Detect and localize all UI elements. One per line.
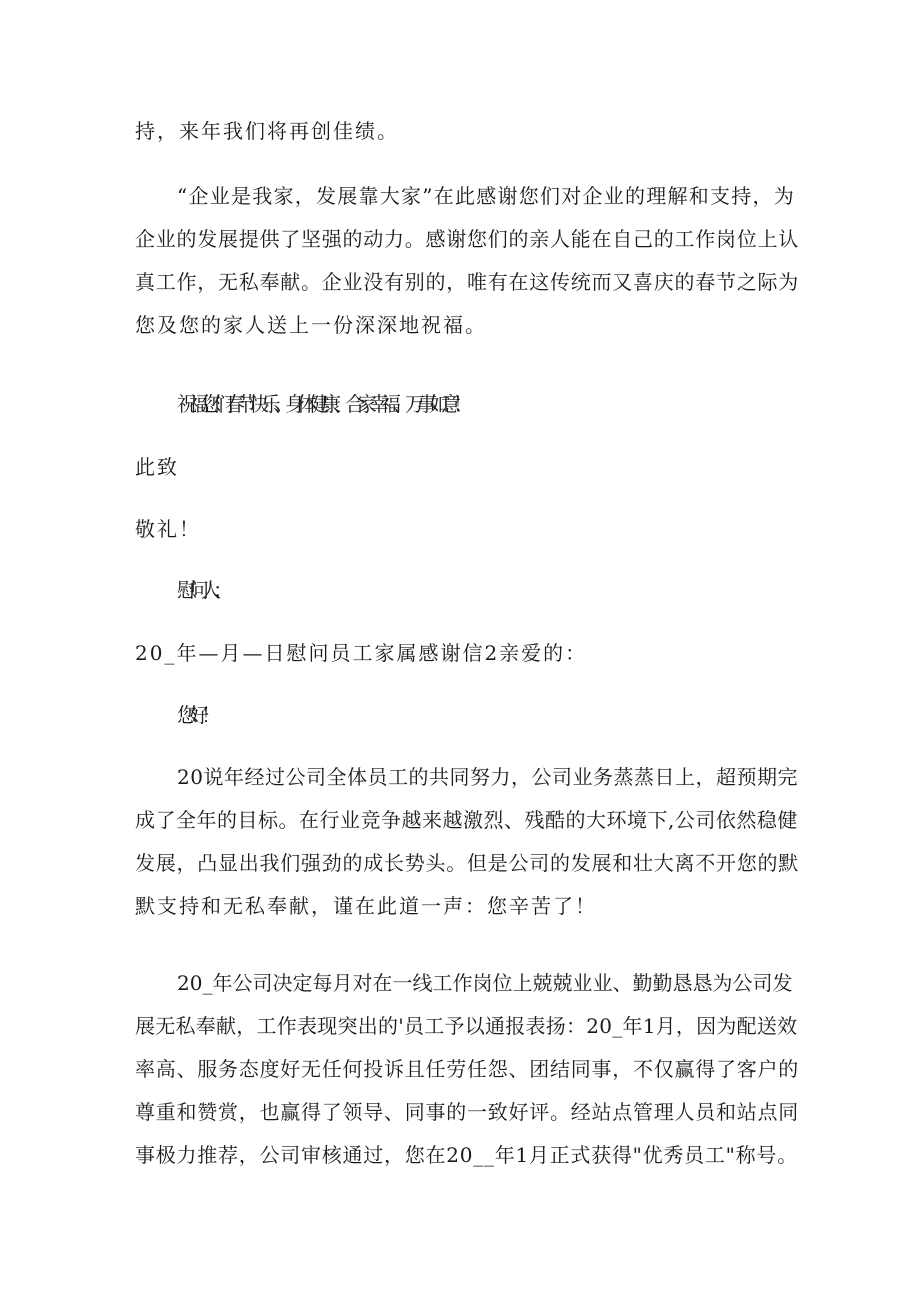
paragraph-line: 20说年经过公司全体员工的共同努力，公司业务蒸蒸日上，超预期完 — [177, 765, 798, 789]
paragraph-line: 成了全年的目标。在行业竞争越来越激烈、残酷的大环境下,公司依然稳健 — [135, 808, 798, 832]
paragraph-line: 发展，凸显出我们强劲的成长势头。但是公司的发展和壮大离不开您的默 — [135, 851, 799, 875]
paragraph-line: 您及您的家人送上一份深深地祝福。 — [135, 313, 487, 337]
paragraph-line: 真工作，无私奉献。企业没有别的，唯有在这传统而又喜庆的春节之际为 — [135, 270, 799, 294]
paragraph-line: 事极力推荐，公司审核通过，您在20__年1月正式获得"优秀员工"称号。 — [135, 1143, 798, 1167]
paragraph-line: 默支持和无私奉献，谨在此道一声：您辛苦了！ — [135, 894, 597, 918]
closing-jingli: 敬礼！ — [135, 517, 201, 541]
paragraph-line: 率高、服务态度好无任何投诉且任劳任怨、团结同事，不仅赢得了客户的 — [135, 1057, 799, 1081]
paragraph-line: 20_年公司决定每月对在一线工作岗位上兢兢业业、勤勤恳恳为公司发 — [177, 971, 793, 995]
paragraph-line: 展无私奉献，工作表现突出的'员工予以通报表扬：20_年1月，因为配送效 — [135, 1014, 798, 1038]
date-and-salutation: 20_年—月—日慰问员工家属感谢信2亲爱的： — [135, 641, 588, 665]
closing-cizhi: 此致 — [135, 455, 179, 479]
paragraph-line: “企业是我家，发展靠大家”在此感谢您们对企业的理解和支持，为 — [177, 184, 795, 208]
signature-label: 慰问人： — [177, 578, 225, 602]
paragraph-line: 尊重和赞赏，也赢得了领导、同事的一致好评。经站点管理人员和站点同 — [135, 1100, 799, 1124]
greeting-line: 您好！ — [177, 703, 213, 727]
wishes-line: 祝福您们春节快乐、身体健康、合家幸福、万事如意！ — [177, 392, 465, 416]
text-line-continuation: 持，来年我们将再创佳绩。 — [135, 119, 399, 143]
paragraph-line: 企业的发展提供了坚强的动力。感谢您们的亲人能在自己的工作岗位上认 — [135, 227, 799, 251]
